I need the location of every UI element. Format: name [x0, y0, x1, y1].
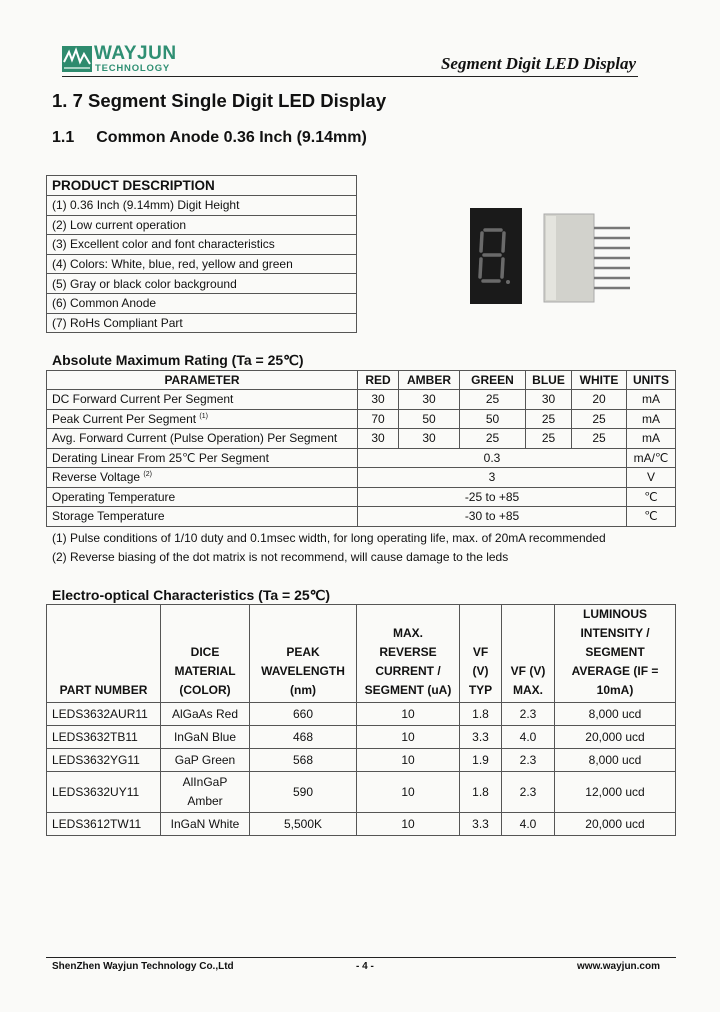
logo-name: WAYJUN — [94, 43, 177, 64]
footer-company: ShenZhen Wayjun Technology Co.,Ltd — [52, 961, 234, 972]
column-header: WHITE — [572, 371, 627, 390]
value-cell: 0.3 — [358, 448, 627, 468]
value-cell: 70 — [358, 409, 399, 429]
unit-cell: mA/℃ — [627, 448, 676, 468]
reverse-current: 10 — [357, 813, 460, 836]
description-item: (5) Gray or black color background — [47, 274, 357, 294]
value-cell: 25 — [460, 429, 526, 449]
table-row — [47, 813, 676, 836]
table-row — [47, 507, 676, 527]
footnote: (2) Reverse biasing of the dot matrix is not recommend, will cause damage to the leds — [52, 550, 509, 564]
luminous-intensity: 20,000 ucd — [555, 726, 676, 749]
column-header: VF (V) TYP — [460, 605, 502, 703]
table-row — [47, 726, 676, 749]
vf-typ: 1.9 — [460, 749, 502, 772]
value-cell: 25 — [526, 429, 572, 449]
luminous-intensity: 12,000 ucd — [555, 772, 676, 813]
part-number: LEDS3632UY11 — [47, 772, 161, 813]
description-item: (3) Excellent color and font characteristics — [47, 235, 357, 255]
peak-wavelength: 5,500K — [250, 813, 357, 836]
unit-cell: ℃ — [627, 507, 676, 527]
column-header: PART NUMBER — [47, 605, 161, 703]
value-cell: 30 — [358, 429, 399, 449]
unit-cell: mA — [627, 429, 676, 449]
header-divider — [62, 76, 638, 77]
value-cell: 20 — [572, 390, 627, 410]
description-item: (6) Common Anode — [47, 293, 357, 313]
company-logo — [62, 43, 180, 76]
column-header: VF (V) MAX. — [502, 605, 555, 703]
vf-typ: 3.3 — [460, 726, 502, 749]
unit-cell: ℃ — [627, 487, 676, 507]
footer-divider — [46, 957, 676, 958]
subsection-title: Common Anode 0.36 Inch (9.14mm) — [96, 129, 367, 146]
luminous-intensity: 20,000 ucd — [555, 813, 676, 836]
description-item: (4) Colors: White, blue, red, yellow and green — [47, 254, 357, 274]
description-item: (2) Low current operation — [47, 215, 357, 235]
unit-cell: mA — [627, 390, 676, 410]
peak-wavelength: 660 — [250, 703, 357, 726]
value-cell: 30 — [399, 390, 460, 410]
table-row — [47, 409, 676, 429]
reverse-current: 10 — [357, 772, 460, 813]
column-header: PEAK WAVELENGTH (nm) — [250, 605, 357, 703]
parameter-cell: DC Forward Current Per Segment — [47, 390, 358, 410]
part-number: LEDS3612TW11 — [47, 813, 161, 836]
value-cell: -25 to +85 — [358, 487, 627, 507]
dice-material: AlGaAs Red — [161, 703, 250, 726]
column-header: RED — [358, 371, 399, 390]
table-row — [47, 772, 676, 813]
column-header: BLUE — [526, 371, 572, 390]
product-photo — [468, 208, 632, 306]
column-header: GREEN — [460, 371, 526, 390]
column-header: PARAMETER — [47, 371, 358, 390]
table-row — [47, 749, 676, 772]
value-cell: 30 — [399, 429, 460, 449]
part-number: LEDS3632TB11 — [47, 726, 161, 749]
vf-typ: 1.8 — [460, 703, 502, 726]
value-cell: 30 — [358, 390, 399, 410]
footnote: (1) Pulse conditions of 1/10 duty and 0.1msec width, for long operating life, max. of 20mA recommended — [52, 531, 606, 545]
reverse-current: 10 — [357, 749, 460, 772]
table-row — [47, 390, 676, 410]
vf-typ: 1.8 — [460, 772, 502, 813]
vf-max: 4.0 — [502, 726, 555, 749]
description-item: (7) RoHs Compliant Part — [47, 313, 357, 333]
table-row — [47, 448, 676, 468]
vf-max: 2.3 — [502, 772, 555, 813]
luminous-intensity: 8,000 ucd — [555, 703, 676, 726]
dice-material: InGaN Blue — [161, 726, 250, 749]
vf-max: 2.3 — [502, 703, 555, 726]
document-title: Segment Digit LED Display — [440, 54, 636, 73]
value-cell: 25 — [572, 429, 627, 449]
column-header: UNITS — [627, 371, 676, 390]
value-cell: 30 — [526, 390, 572, 410]
parameter-cell: Derating Linear From 25℃ Per Segment — [47, 448, 358, 468]
parameter-cell: Operating Temperature — [47, 487, 358, 507]
section-heading: 1. 7 Segment Single Digit LED Display — [52, 90, 387, 111]
value-cell: 25 — [572, 409, 627, 429]
subsection-heading — [52, 129, 367, 147]
peak-wavelength: 590 — [250, 772, 357, 813]
vf-max: 4.0 — [502, 813, 555, 836]
parameter-cell: Peak Current Per Segment $^{(1)}$ — [47, 409, 358, 429]
absolute-maximum-rating-table — [46, 370, 676, 527]
parameter-cell: Storage Temperature — [47, 507, 358, 527]
product-description-table — [46, 175, 357, 333]
part-number: LEDS3632YG11 — [47, 749, 161, 772]
table-row — [47, 703, 676, 726]
electro-optical-table — [46, 604, 676, 836]
logo-mark — [62, 46, 92, 72]
dice-material: AlInGaP Amber — [161, 772, 250, 813]
table-header-row — [47, 605, 676, 703]
value-cell: 50 — [460, 409, 526, 429]
value-cell: 25 — [526, 409, 572, 429]
eo-title: Electro-optical Characteristics (Ta = 25℃) — [52, 587, 331, 603]
product-description-title: PRODUCT DESCRIPTION — [47, 176, 357, 196]
column-header: MAX. REVERSE CURRENT / SEGMENT (uA) — [357, 605, 460, 703]
unit-cell: V — [627, 468, 676, 488]
column-header: AMBER — [399, 371, 460, 390]
value-cell: 25 — [460, 390, 526, 410]
page-number: - 4 - — [356, 961, 374, 972]
logo-subtitle: TECHNOLOGY — [95, 63, 171, 74]
table-header-row — [47, 371, 676, 390]
dice-material: InGaN White — [161, 813, 250, 836]
reverse-current: 10 — [357, 703, 460, 726]
footer-website: www.wayjun.com — [577, 961, 660, 972]
table-row — [47, 468, 676, 488]
peak-wavelength: 568 — [250, 749, 357, 772]
part-number: LEDS3632AUR11 — [47, 703, 161, 726]
column-header: LUMINOUS INTENSITY / SEGMENT AVERAGE (IF = 10mA) — [555, 605, 676, 703]
amr-title: Absolute Maximum Rating (Ta = 25℃) — [52, 352, 304, 368]
parameter-cell: Avg. Forward Current (Pulse Operation) Per Segment — [47, 429, 358, 449]
description-item: (1) 0.36 Inch (9.14mm) Digit Height — [47, 196, 357, 216]
peak-wavelength: 468 — [250, 726, 357, 749]
parameter-cell: Reverse Voltage $^{(2)}$ — [47, 468, 358, 488]
subsection-number: 1.1 — [52, 129, 75, 146]
dice-material: GaP Green — [161, 749, 250, 772]
vf-max: 2.3 — [502, 749, 555, 772]
unit-cell: mA — [627, 409, 676, 429]
column-header: DICE MATERIAL (COLOR) — [161, 605, 250, 703]
value-cell: 3 — [358, 468, 627, 488]
reverse-current: 10 — [357, 726, 460, 749]
vf-typ: 3.3 — [460, 813, 502, 836]
table-row — [47, 429, 676, 449]
value-cell: -30 to +85 — [358, 507, 627, 527]
luminous-intensity: 8,000 ucd — [555, 749, 676, 772]
value-cell: 50 — [399, 409, 460, 429]
table-row — [47, 487, 676, 507]
